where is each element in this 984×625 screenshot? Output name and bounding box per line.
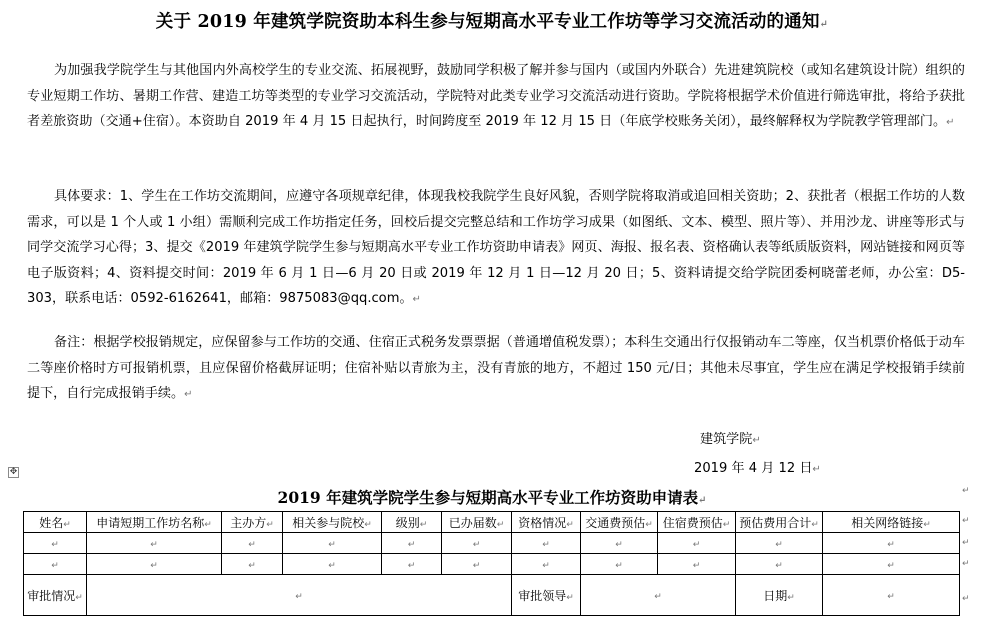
table-cell[interactable]: ↵ — [823, 554, 960, 575]
header-cell[interactable]: 已办届数↵ — [442, 512, 512, 533]
row-end-mark: ↵ — [962, 516, 970, 526]
table-cell[interactable]: ↵ — [658, 554, 736, 575]
table-cell[interactable]: ↵ — [442, 554, 512, 575]
approval-leader-field[interactable]: ↵ — [581, 575, 736, 616]
table-cell[interactable]: ↵ — [736, 554, 823, 575]
header-cell[interactable]: 交通费预估↵ — [581, 512, 658, 533]
table-cell[interactable]: ↵ — [222, 554, 283, 575]
header-cell[interactable]: 相关参与院校↵ — [283, 512, 382, 533]
header-cell[interactable]: 级别↵ — [382, 512, 442, 533]
table-cell[interactable]: ↵ — [823, 533, 960, 554]
row-end-mark: ↵ — [962, 594, 970, 604]
approval-leader-label: 审批领导↵ — [512, 575, 581, 616]
header-cell[interactable]: 申请短期工作坊名称↵ — [87, 512, 222, 533]
document-title: 关于 2019 年建筑学院资助本科生参与短期高水平专业工作坊等学习交流活动的通知↵ — [155, 12, 829, 32]
header-cell[interactable]: 预估费用合计↵ — [736, 512, 823, 533]
table-cell[interactable]: ↵ — [24, 554, 87, 575]
approval-date-field[interactable]: ↵ — [823, 575, 960, 616]
header-cell[interactable]: 资格情况↵ — [512, 512, 581, 533]
header-cell[interactable]: 住宿费预估↵ — [658, 512, 736, 533]
table-cell[interactable]: ↵ — [512, 554, 581, 575]
table-row — [24, 533, 960, 554]
table-cell[interactable]: ↵ — [87, 533, 222, 554]
application-form-table — [23, 511, 960, 616]
header-cell[interactable]: 相关网络链接↵ — [823, 512, 960, 533]
row-end-mark: ↵ — [962, 538, 970, 548]
approval-status-field[interactable]: ↵ — [87, 575, 512, 616]
table-cell[interactable]: ↵ — [442, 533, 512, 554]
table-cell[interactable]: ↵ — [283, 533, 382, 554]
signature-organization: 建筑学院↵ — [700, 432, 761, 447]
approval-status-label: 审批情况↵ — [24, 575, 87, 616]
table-cell[interactable]: ↵ — [222, 533, 283, 554]
table-cell[interactable]: ↵ — [283, 554, 382, 575]
approval-date-label: 日期↵ — [736, 575, 823, 616]
table-cell[interactable]: ↵ — [24, 533, 87, 554]
paragraph-intro: 为加强我学院学生与其他国内外高校学生的专业交流、拓展视野，鼓励同学积极了解并参与国内（或国内外联合）先进建筑院校（或知名建筑设计院）组织的专业短期工作坊、暑期工作营、建造工坊等类型的专业学习交流活动，学院特对此类专业学习交流活动进行资助。学院将根据学术价值进行筛选审批，将给予获批者差旅资助（交通+住宿）。本资助自 2019 年 4 月 15 日起执行，时间跨度至 2019 年 12 月 15 日（年底学校账务关闭），最终解释权为学院教学管理部门。↵ — [27, 63, 965, 129]
table-cell[interactable]: ↵ — [382, 554, 442, 575]
paragraph-requirements: 具体要求：1、学生在工作坊交流期间，应遵守各项规章纪律，体现我校我院学生良好风貌，否则学院将取消或追回相关资助；2、获批者（根据工作坊的人数需求，可以是 1 个人或 1 小组）需顺利完成工作坊指定任务，回校后提交完整总结和工作坊学习成果（如图纸、文本、模型、照片等）、并用沙龙、讲座等形式与同学交流学习心得；3、提交《2019 年建筑学院学生参与短期高水平专业工作坊资助申请表》网页、海报、报名表、资格确认表等纸质版资料，网站链接和网页等电子版资料；4、资料提交时间：2019 年 6 月 1 日—6 月 20 日或 2019 年 12 月 1 日—12 月 20 日；5、资料请提交给学院团委柯晓蕾老师，办公室：D5-303，联系电话：0592-6162641，邮箱：9875083@qq.com。↵ — [27, 189, 965, 306]
header-cell[interactable]: 主办方↵ — [222, 512, 283, 533]
table-cell[interactable]: ↵ — [581, 533, 658, 554]
header-cell[interactable]: 姓名↵ — [24, 512, 87, 533]
table-cell[interactable]: ↵ — [382, 533, 442, 554]
table-cell[interactable]: ↵ — [658, 533, 736, 554]
paragraph-notes: 备注：根据学校报销规定，应保留参与工作坊的交通、住宿正式税务发票票据（普通增值税发票）；本科生交通出行仅报销动车二等座，仅当机票价格低于动车二等座价格时方可报销机票，且应保留价格截屏证明；住宿补贴以青旅为主，没有青旅的地方，不超过 150 元/日；其他未尽事宜，学生应在满足学校报销手续前提下，自行完成报销手续。↵ — [27, 335, 965, 401]
approval-row — [24, 575, 960, 616]
row-end-mark: ↵ — [962, 559, 970, 569]
table-row — [24, 554, 960, 575]
table-header-row — [24, 512, 960, 533]
table-cell[interactable]: ↵ — [87, 554, 222, 575]
table-cell[interactable]: ↵ — [512, 533, 581, 554]
table-cell[interactable]: ↵ — [736, 533, 823, 554]
table-cell[interactable]: ↵ — [581, 554, 658, 575]
signature-date: 2019 年 4 月 12 日↵ — [694, 461, 821, 476]
row-end-mark: ↵ — [962, 486, 970, 496]
form-title: 2019 年建筑学院学生参与短期高水平专业工作坊资助申请表↵ — [277, 488, 707, 507]
table-move-handle-icon[interactable]: ✥ — [9, 467, 18, 477]
